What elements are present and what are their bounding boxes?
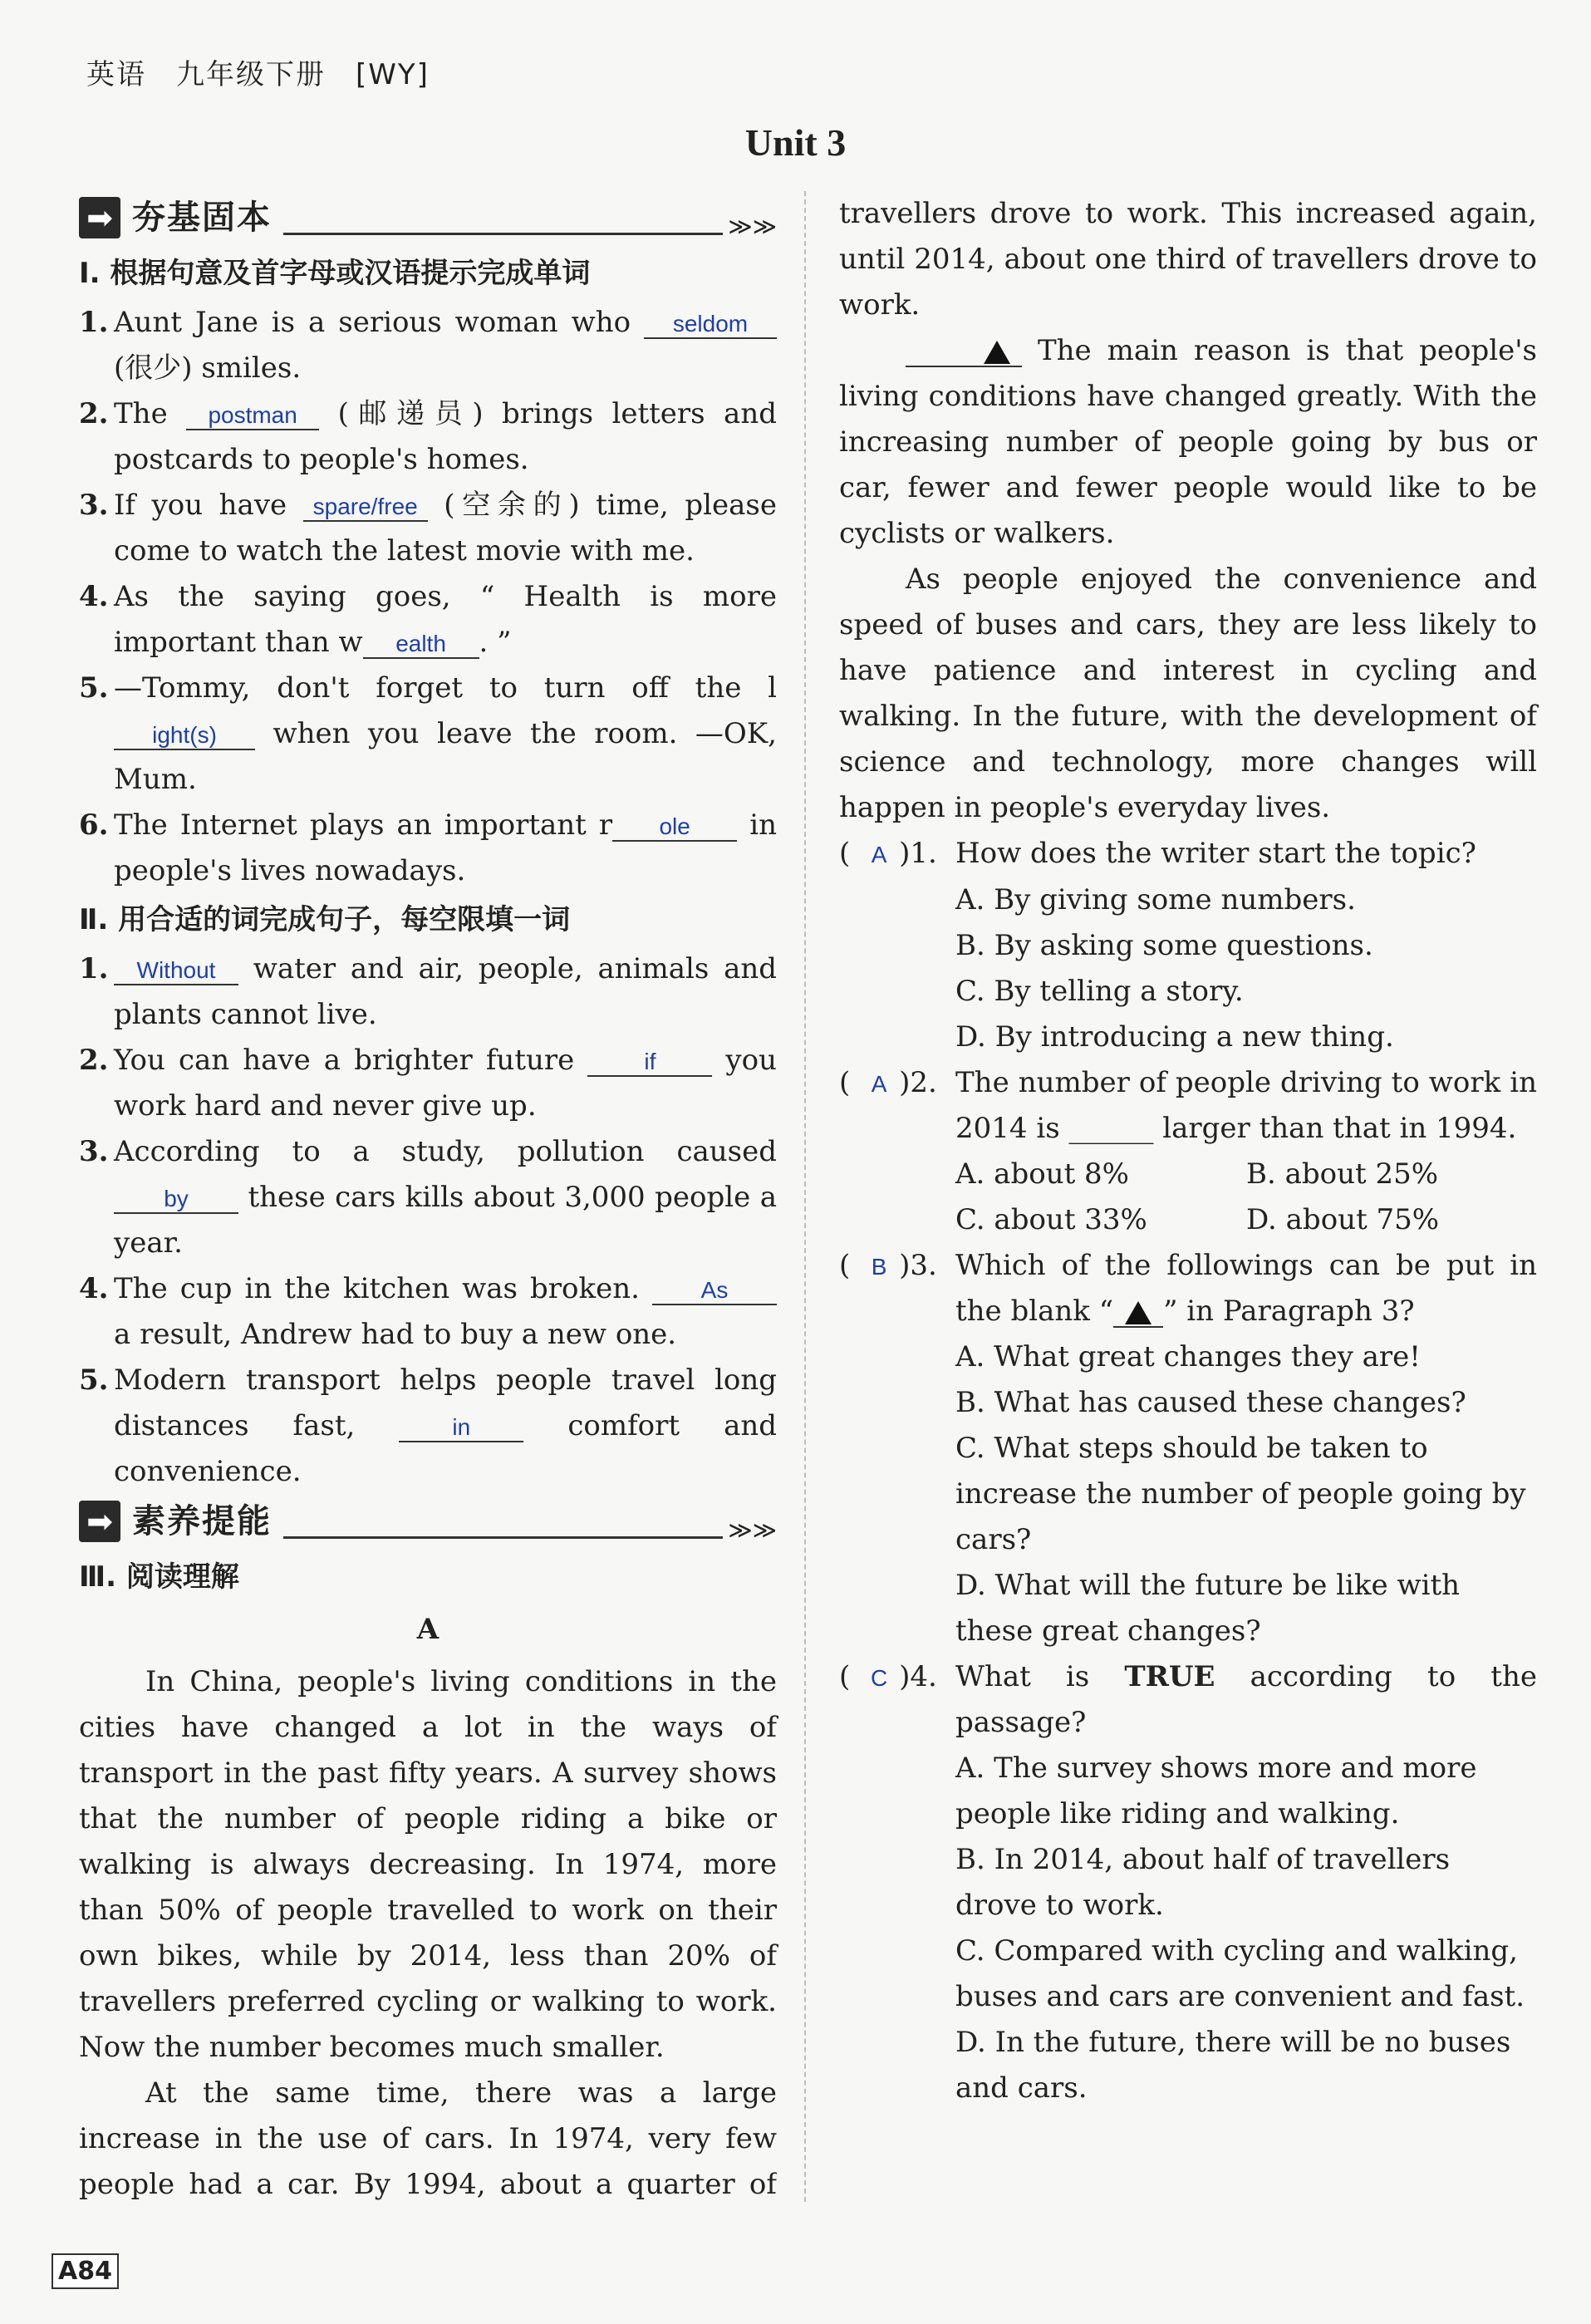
exercise-item xyxy=(79,946,777,1038)
item-number: 4. xyxy=(79,1272,109,1305)
question-number: )3. xyxy=(899,1249,937,1282)
question-stem: The number of people driving to work in 2014 is ______ larger than that in 1994. xyxy=(955,1066,1537,1145)
passage-paragraph-2-continued: travellers drove to work. This increased again, until 2014, about one third of travellers drove to work. xyxy=(839,197,1537,322)
answer-blank[interactable]: As xyxy=(652,1277,777,1305)
item-text: The Internet plays an important r xyxy=(114,808,613,842)
answer-choice[interactable]: C xyxy=(870,1665,888,1691)
item-number: 4. xyxy=(79,580,109,613)
item-number: 3. xyxy=(79,1135,109,1168)
item-number: 2. xyxy=(79,1044,109,1077)
question-stem: How does the writer start the topic? xyxy=(955,837,1476,870)
passage-paragraph-3 xyxy=(839,328,1537,557)
question-number: )4. xyxy=(899,1660,937,1693)
item-text: you work hard and never give up. xyxy=(114,1044,778,1123)
triangle-blank xyxy=(1113,1296,1163,1328)
answer-blank[interactable]: spare/free xyxy=(303,494,428,522)
exercise-item xyxy=(79,391,777,483)
question-1-options xyxy=(839,877,1537,1060)
exercise-item xyxy=(79,574,777,666)
question-2 xyxy=(839,1060,1537,1152)
option[interactable]: D. By introducing a new thing. xyxy=(955,1020,1394,1054)
answer-blank[interactable]: by xyxy=(114,1186,238,1214)
item-text: when you leave the room. —OK, Mum. xyxy=(114,717,777,796)
option[interactable]: D. about 75% xyxy=(1246,1203,1440,1236)
answer-choice[interactable]: A xyxy=(871,842,887,867)
option[interactable]: A. about 8% xyxy=(955,1157,1129,1191)
question-3 xyxy=(839,1243,1537,1334)
item-number: 3. xyxy=(79,489,109,522)
item-text: (很少) smiles. xyxy=(114,351,302,385)
section-rule xyxy=(283,1536,723,1539)
option[interactable]: A. What great changes they are! xyxy=(955,1340,1421,1373)
option[interactable]: A. The survey shows more and more people like riding and walking. xyxy=(955,1752,1477,1830)
part2-heading: Ⅱ. 用合适的词完成句子，每空限填一词 xyxy=(79,903,571,936)
item-text: (邮递员) brings letters and postcards to people's homes. xyxy=(114,397,777,476)
exercise-item xyxy=(79,1266,777,1358)
right-column xyxy=(839,191,1537,2111)
item-text: The cup in the kitchen was broken. xyxy=(114,1272,652,1305)
section-header-skills xyxy=(79,1495,777,1548)
item-text: these cars kills about 3,000 people a year. xyxy=(114,1181,777,1260)
item-text: —Tommy, don't forget to turn off the l xyxy=(114,671,777,705)
answer-blank[interactable]: ealth xyxy=(363,631,479,659)
question-4-options xyxy=(839,1746,1537,2111)
option[interactable]: D. In the future, there will be no buses and cars. xyxy=(955,2026,1511,2105)
answer-blank[interactable]: seldom xyxy=(644,311,777,339)
arrow-right-icon: ➡ xyxy=(79,197,120,238)
answer-bracket: ( C )4. xyxy=(839,1654,955,1746)
column-divider xyxy=(804,191,806,2202)
option[interactable]: C. Compared with cycling and walking, buses and cars are convenient and fast. xyxy=(955,1934,1525,2013)
item-text: According to a study, pollution caused xyxy=(114,1135,777,1168)
arrow-right-icon: ➡ xyxy=(79,1501,120,1542)
item-number: 5. xyxy=(79,671,109,705)
answer-choice[interactable]: A xyxy=(871,1071,887,1097)
triangle-icon xyxy=(984,341,1010,364)
part3-heading: Ⅲ. 阅读理解 xyxy=(79,1560,239,1594)
question-stem: according to the passage? xyxy=(955,1660,1537,1739)
page-number: A84 xyxy=(52,2253,119,2289)
exercise-item xyxy=(79,666,777,803)
item-text: a result, Andrew had to buy a new one. xyxy=(114,1318,677,1351)
item-text: You can have a brighter future xyxy=(114,1044,588,1077)
item-text: water and air, people, animals and plants cannot live. xyxy=(114,952,777,1031)
option[interactable]: B. What has caused these changes? xyxy=(955,1386,1466,1419)
passage-paragraph-1: In China, people's living conditions in the cities have changed a lot in the ways of transport in the past fifty years. A survey shows that the number of people riding a bike or walking is always decreasing. In 1974, more than 50% of people travelled to work on their own bikes, while by 2014, less than 20% of travellers preferred cycling or walking to work. Now the number becomes much smaller. xyxy=(79,1665,777,2064)
book-header: 英语 九年级下册 [WY] xyxy=(86,58,430,91)
exercise-item xyxy=(79,483,777,574)
answer-blank[interactable]: postman xyxy=(186,402,319,430)
section-title: 夯基固本 xyxy=(132,198,272,237)
answer-bracket: ( B )3. xyxy=(839,1243,955,1334)
item-text: in people's lives nowadays. xyxy=(114,808,777,887)
passage-paragraph-4: As people enjoyed the convenience and speed of buses and cars, they are less likely to have patience and interest in cycling and walking. In the future, with the development of science and technology, more changes will happen in people's everyday lives. xyxy=(839,563,1537,824)
exercise-item xyxy=(79,803,777,894)
item-text: As the saying goes, “ Health is more important than w xyxy=(114,580,777,659)
answer-blank[interactable]: ight(s) xyxy=(114,722,255,750)
double-chevron-icon: ≫≫ xyxy=(728,212,777,240)
question-2-options xyxy=(839,1152,1537,1243)
question-4 xyxy=(839,1654,1537,1746)
part1-heading: Ⅰ. 根据句意及首字母或汉语提示完成单词 xyxy=(79,257,591,290)
option[interactable]: B. about 25% xyxy=(1246,1157,1439,1191)
exercise-item xyxy=(79,1129,777,1266)
question-stem: What is xyxy=(955,1660,1125,1693)
paragraph-text: The main reason is that people's living conditions have changed greatly. With the increasing number of people going by bus or car, fewer and fewer people would like to be cyclists or walkers. xyxy=(839,334,1538,550)
item-number: 5. xyxy=(79,1363,109,1397)
item-text: (空余的) time, please come to watch the latest movie with me. xyxy=(114,489,777,567)
question-number: )2. xyxy=(899,1066,937,1099)
item-text: . ” xyxy=(479,626,512,659)
question-stem-emphasis: TRUE xyxy=(1124,1660,1215,1693)
item-text: The xyxy=(114,397,187,430)
unit-title: Unit 3 xyxy=(744,121,847,164)
option[interactable]: D. What will the future be like with these great changes? xyxy=(955,1569,1461,1648)
answer-bracket: ( A )1. xyxy=(839,831,955,877)
answer-blank[interactable]: if xyxy=(587,1049,712,1077)
section-rule xyxy=(283,233,723,235)
triangle-blank xyxy=(906,336,1022,367)
answer-choice[interactable]: B xyxy=(871,1254,887,1280)
section-title: 素养提能 xyxy=(132,1501,272,1540)
exercise-item xyxy=(79,300,777,391)
option[interactable]: B. In 2014, about half of travellers drove to work. xyxy=(955,1843,1451,1922)
exercise-item xyxy=(79,1358,777,1495)
option[interactable]: C. By telling a story. xyxy=(955,975,1244,1008)
option[interactable]: A. By giving some numbers. xyxy=(955,883,1356,916)
exercise-item xyxy=(79,1038,777,1129)
question-1 xyxy=(839,831,1537,877)
double-chevron-icon: ≫≫ xyxy=(728,1516,777,1544)
left-column xyxy=(79,191,777,2208)
passage-label: A xyxy=(416,1613,439,1646)
passage-paragraph-2: At the same time, there was a large increase in the use of cars. In 1974, very few people had a car. By 1994, about a quarter of xyxy=(79,2076,777,2201)
item-number: 2. xyxy=(79,397,109,430)
option[interactable]: B. By asking some questions. xyxy=(955,929,1373,962)
item-text: Aunt Jane is a serious woman who xyxy=(114,306,644,339)
answer-blank[interactable]: in xyxy=(399,1414,523,1442)
answer-blank[interactable]: Without xyxy=(114,957,238,985)
question-stem: Which of the followings can be put in the blank “ xyxy=(955,1249,1537,1328)
item-number: 1. xyxy=(79,952,109,985)
item-number: 1. xyxy=(79,306,109,339)
option[interactable]: C. about 33% xyxy=(955,1203,1147,1236)
item-number: 6. xyxy=(79,808,109,842)
answer-blank[interactable]: ole xyxy=(612,813,737,842)
answer-bracket: ( A )2. xyxy=(839,1060,955,1152)
question-stem: ” in Paragraph 3? xyxy=(1163,1295,1415,1328)
triangle-icon xyxy=(1125,1301,1152,1324)
item-text: comfort and convenience. xyxy=(114,1409,777,1488)
item-text: If you have xyxy=(114,489,303,522)
option[interactable]: C. What steps should be taken to increase the number of people going by cars? xyxy=(955,1432,1526,1556)
section-header-basics xyxy=(79,191,777,244)
item-text: Modern transport helps people travel long distances fast, xyxy=(114,1363,777,1442)
question-3-options xyxy=(839,1334,1537,1654)
question-number: )1. xyxy=(899,837,937,870)
